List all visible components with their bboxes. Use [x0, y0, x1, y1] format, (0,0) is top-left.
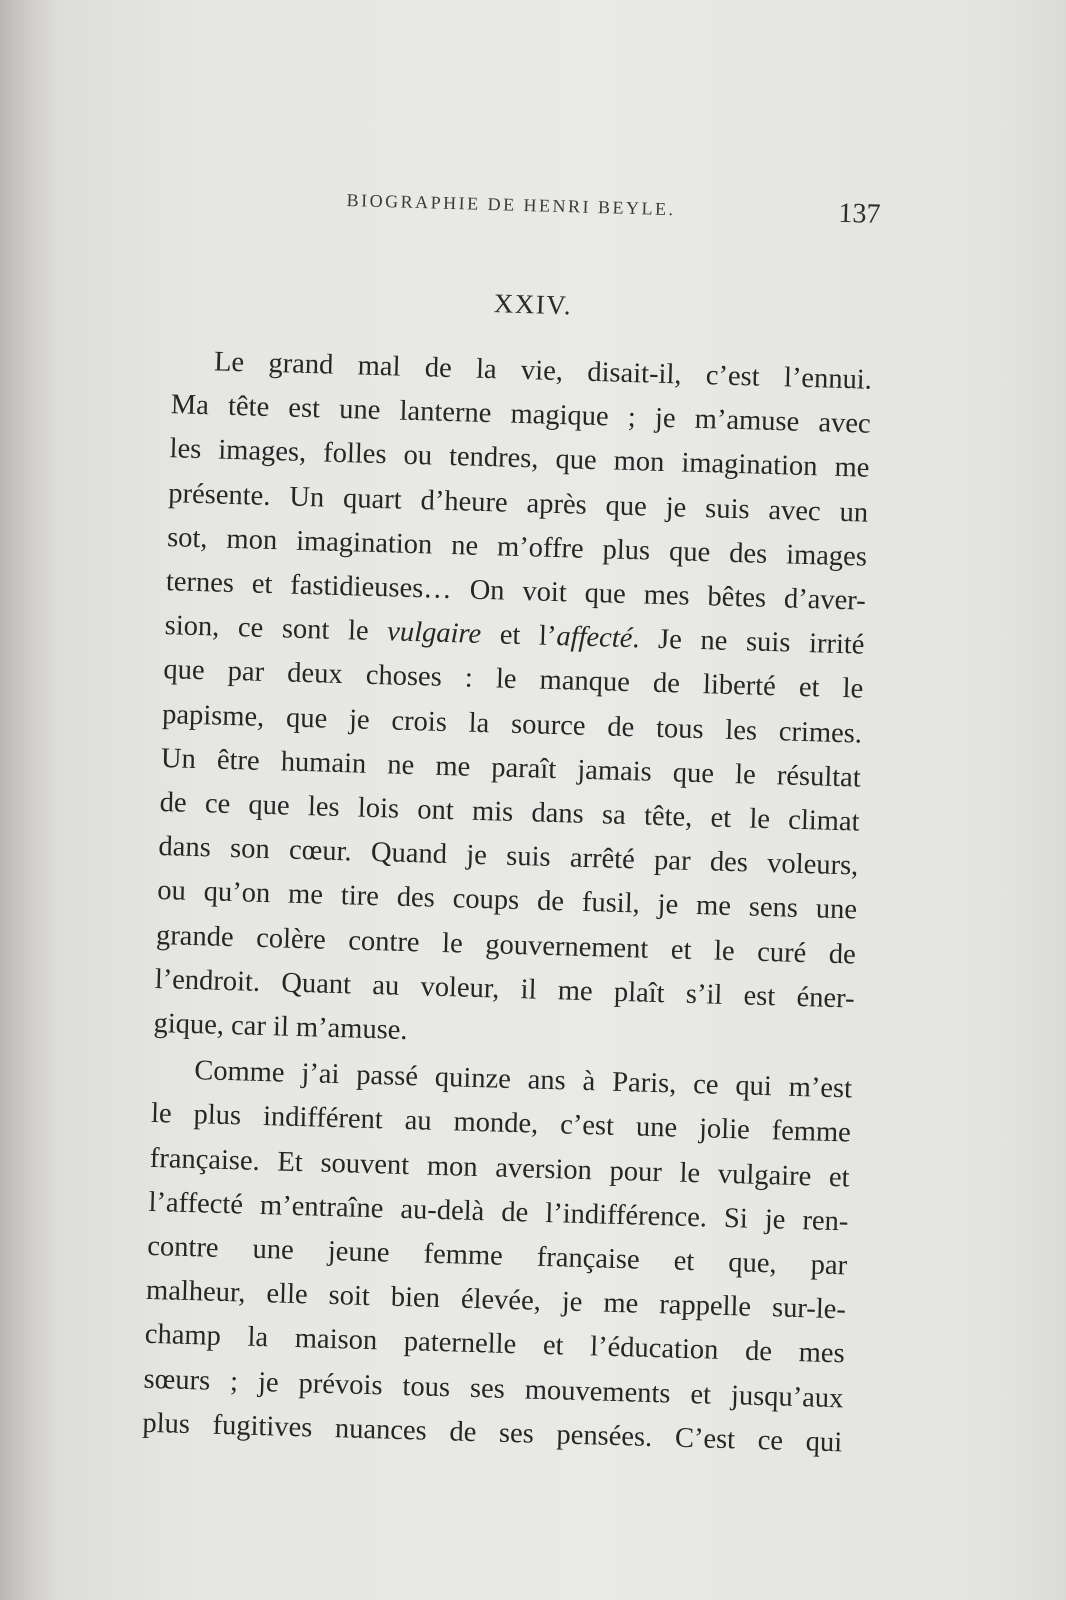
text-line: malheur, elle soit bien élevée, je me rappelle sur-le-: [145, 1275, 847, 1326]
chapter-heading: XXIV.: [493, 288, 573, 321]
text-line: sot, mon imagination ne m’offre plus que des images: [166, 521, 868, 573]
text-line: présente. Un quart d’heure après que je suis avec un: [167, 477, 869, 529]
text-line: papisme, que je crois la source de tous les crimes.: [161, 698, 863, 750]
text-line: Comme j’ai passé quinze ans à Paris, ce qui m’est: [193, 1055, 853, 1105]
paragraph-1: [153, 339, 872, 1066]
text-line: plus fugitives nuances de ses pensées. C’est ce qui: [142, 1407, 843, 1459]
text-line: de ce que les lois ont mis dans sa tête, et le climat: [159, 787, 860, 838]
text-line: dans son cœur. Quand je suis arrêté par des voleurs,: [158, 831, 859, 882]
text-line: Un être humain ne me paraît jamais que le résultat: [160, 742, 862, 794]
paragraph-2: [142, 1048, 853, 1465]
page-number: 137: [838, 197, 881, 230]
text-line: contre une jeune femme française et que, par: [146, 1230, 848, 1282]
running-head: BIOGRAPHIE DE HENRI BEYLE.: [346, 190, 676, 220]
text-run: . Je ne suis irrité: [631, 623, 865, 661]
italic-word-vulgaire: vulgaire: [386, 616, 482, 651]
text-line: le plus indifférent au monde, c’est une jolie femme: [150, 1098, 852, 1149]
text-line: grande colère contre le gouvernement et le curé de: [155, 919, 857, 971]
text-line: les images, folles ou tendres, que mon imagination me: [169, 433, 870, 485]
text-line: française. Et souvent mon aversion pour le vulgaire et: [149, 1142, 851, 1194]
text-line: gique, car il m’amuse.: [153, 1007, 408, 1047]
text-line: que par deux choses : le manque de liberté et le: [163, 654, 864, 706]
text-line: ou qu’on me tire des coups de fusil, je me sens une: [156, 875, 858, 926]
body-text: [142, 339, 873, 1465]
text-line: champ la maison paternelle et l’éducation de mes: [144, 1319, 846, 1370]
text-run: sion, ce sont le: [164, 610, 388, 648]
text-run: et l’: [480, 619, 557, 653]
text-line: Le grand mal de la vie, disait-il, c’est l’ennui.: [213, 346, 873, 396]
text-line: sœurs ; je prévois tous ses mouvements et jusqu’aux: [143, 1363, 844, 1415]
italic-word-affecte: affecté: [556, 621, 633, 655]
book-page: [18, 0, 1066, 1600]
text-line: l’affecté m’entraîne au-delà de l’indifférence. Si je ren-: [148, 1186, 849, 1238]
text-line: ternes et fastidieuses… On voit que mes bêtes d’aver-: [165, 566, 867, 617]
text-line: l’endroit. Quant au voleur, il me plaît s’il est éner-: [154, 963, 855, 1015]
text-line: Ma tête est une lanterne magique ; je m’amuse avec: [170, 389, 872, 440]
